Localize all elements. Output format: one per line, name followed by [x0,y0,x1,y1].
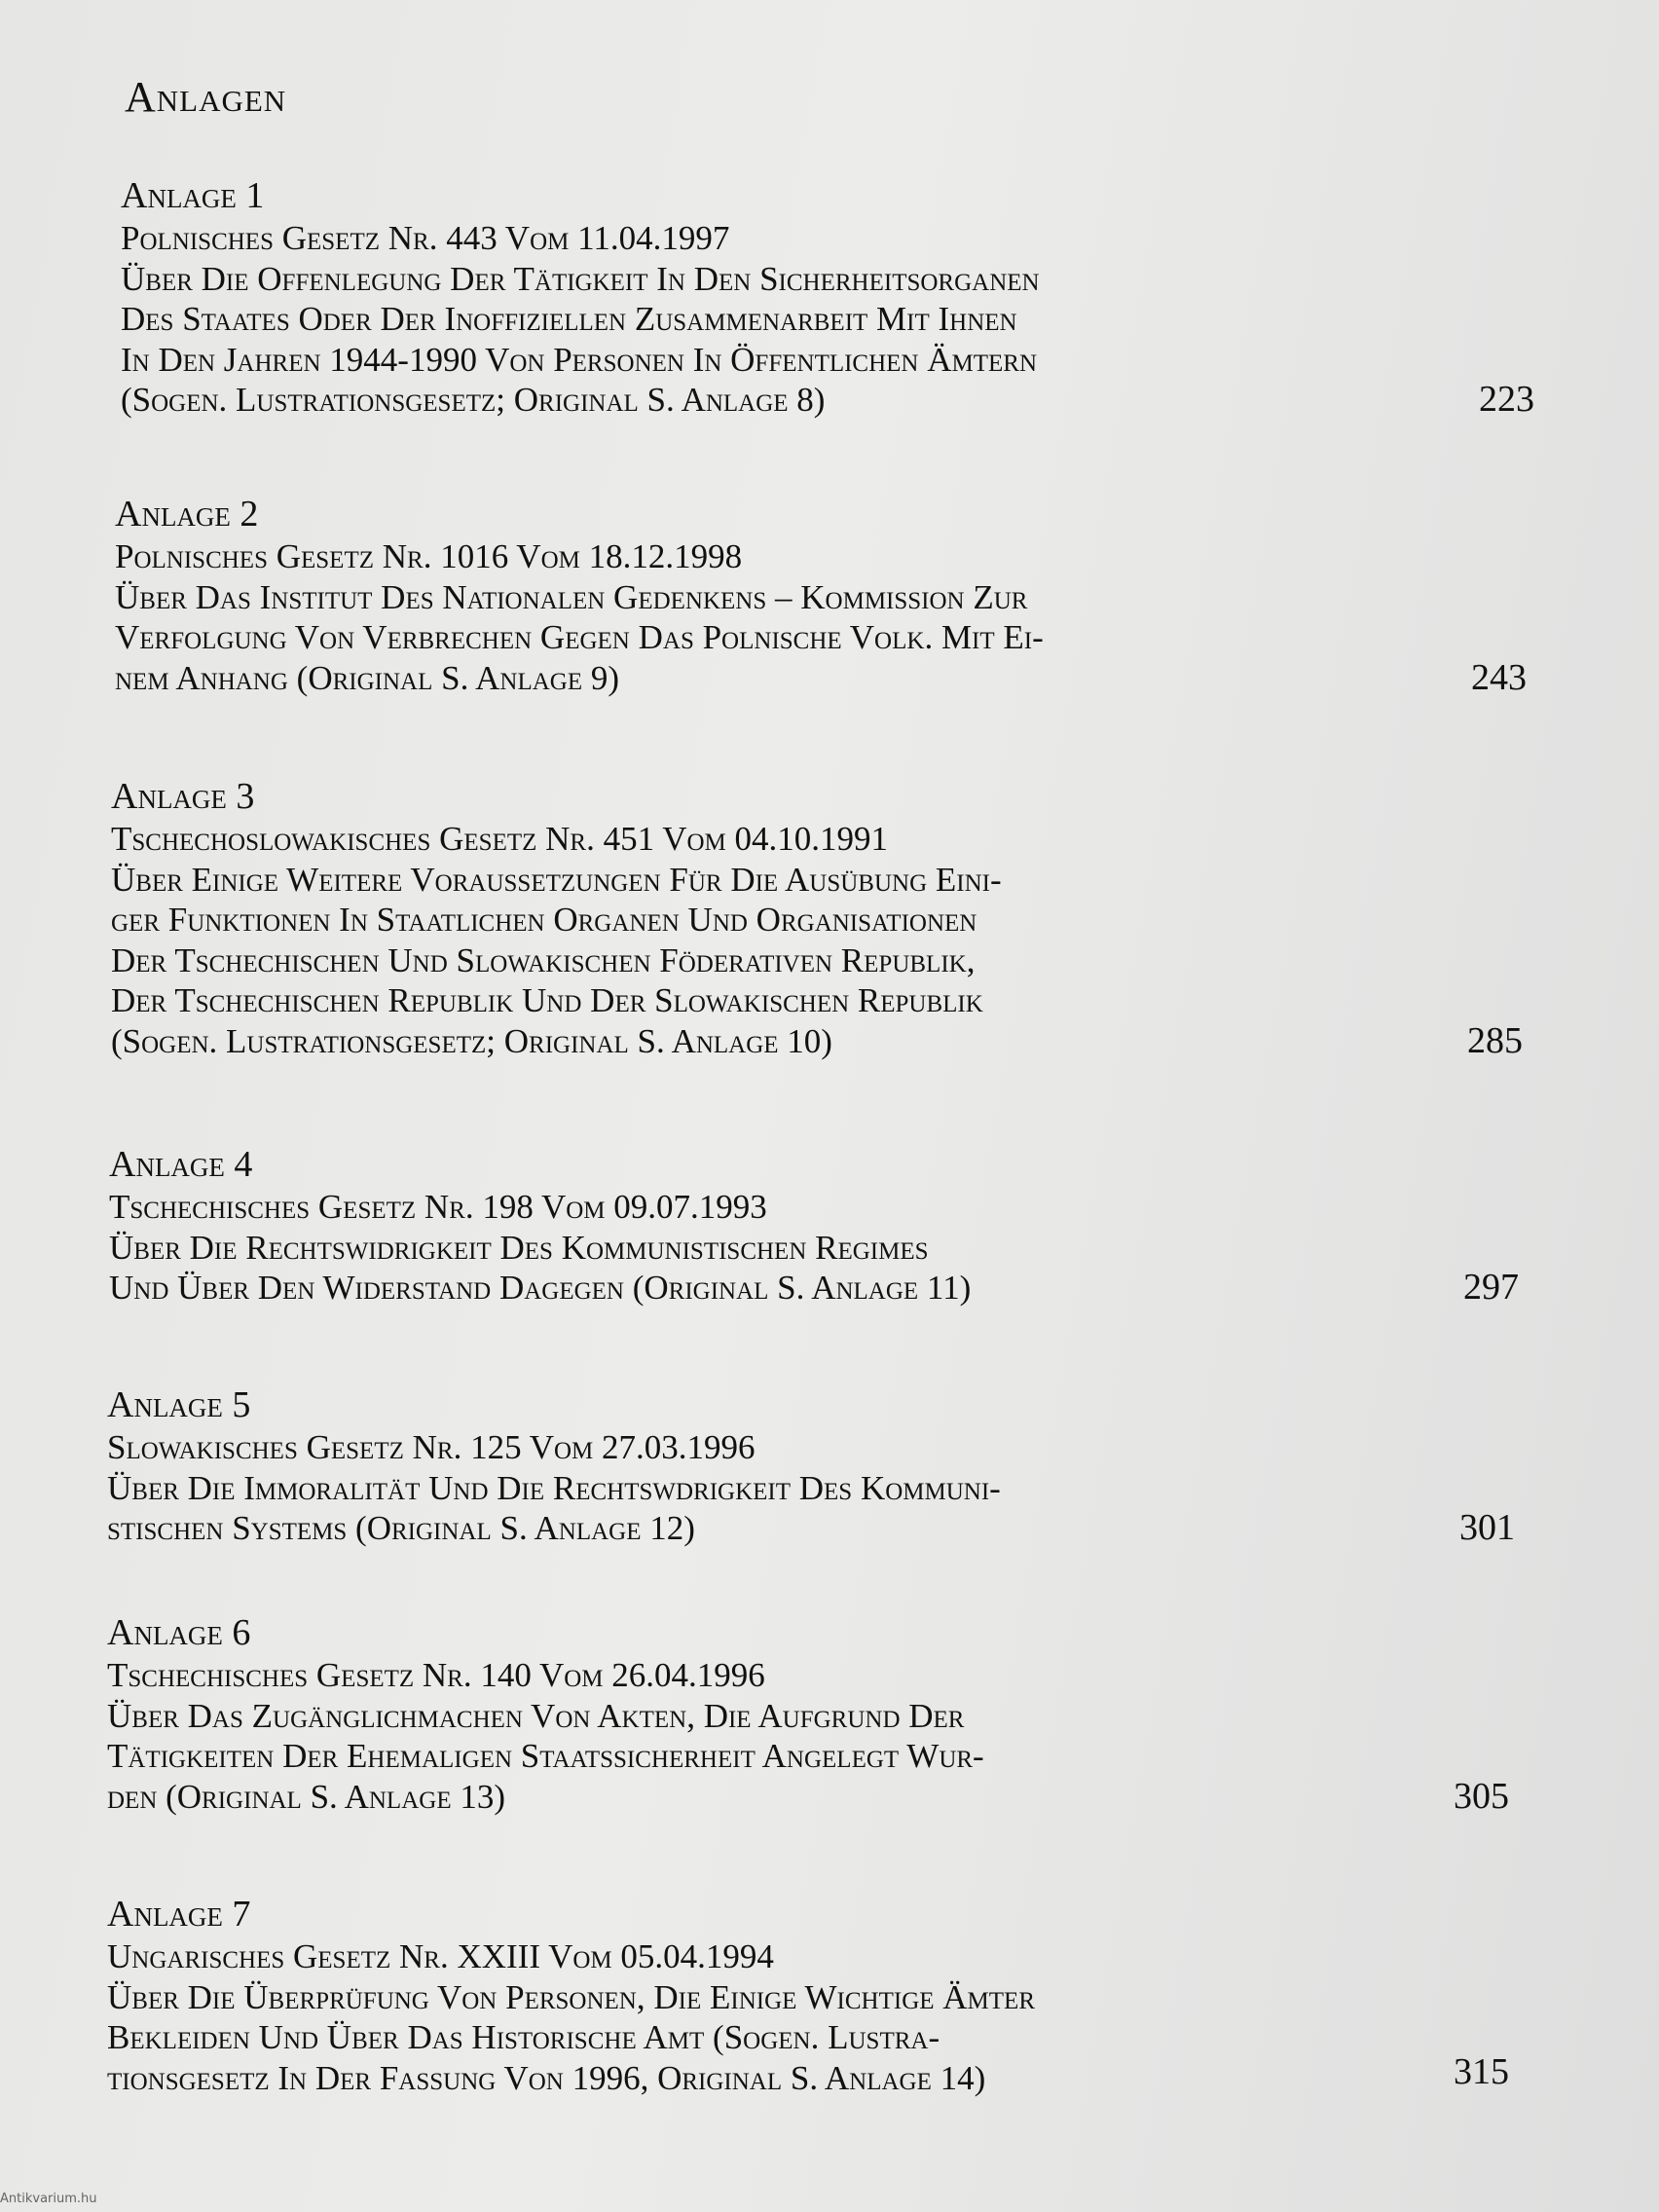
entry-line: Bekleiden Und Über Das Historische Amt (Sogen. Lustra- [107,2018,940,2056]
entry-line: stischen Systems (Original S. Anlage 12) [107,1509,695,1547]
entry-line: In Den Jahren 1944-1990 Von Personen In Öffentlichen Ämtern [121,340,1038,379]
entry-label: Anlage 4 [109,1144,253,1185]
entry-line: Der Tschechischen Und Slowakischen Föderativen Republik, [111,940,976,979]
entry-label: Anlage 1 [121,175,265,216]
page-heading: Anlagen [125,73,287,121]
entry-line: nem Anhang (Original S. Anlage 9) [115,658,620,697]
entry-line: Über Die Rechtswidrigkeit Des Kommunistischen Regimes [109,1228,929,1267]
entry-line: Tschechisches Gesetz Nr. 140 Vom 26.04.1996 [107,1656,765,1694]
entry-line: Und Über Den Widerstand Dagegen (Original S. Anlage 11) [109,1269,972,1307]
entry-line: (Sogen. Lustrationsgesetz; Original S. Anlage 8) [121,381,826,419]
entry-line: Tschechoslowakisches Gesetz Nr. 451 Vom 04.10.1991 [111,820,889,858]
toc-entry-1 [121,173,1532,421]
entry-line: Über Das Institut Des Nationalen Gedenkens – Kommission Zur [115,577,1028,616]
entry-line: Über Die Überprüfung Von Personen, Die Einige Wichtige Ämter [107,1977,1035,2016]
entry-page-number: 243 [1471,656,1527,698]
entry-page-number: 285 [1467,1019,1523,1061]
entry-line: Über Die Immoralität Und Die Rechtswdrigkeit Des Kommuni- [107,1468,1001,1507]
entry-line: Des Staates Oder Der Inoffiziellen Zusammenarbeit Mit Ihnen [121,300,1017,338]
toc-entry-6 [107,1610,1519,1817]
entry-line: Über Die Offenlegung Der Tätigkeit In Den Sicherheitsorganen [121,259,1040,298]
entry-line: Polnisches Gesetz Nr. 1016 Vom 18.12.1998 [115,537,743,575]
entry-page-number: 297 [1463,1267,1519,1308]
toc-entry-3 [111,774,1523,1061]
entry-line: ger Funktionen In Staatlichen Organen Und Organisationen [111,901,977,939]
entry-line: Verfolgung Von Verbrechen Gegen Das Polnische Volk. Mit Ei- [115,618,1044,656]
entry-line: tionsgesetz In Der Fassung Von 1996, Original S. Anlage 14) [107,2058,986,2097]
entry-label: Anlage 5 [107,1384,251,1425]
entry-line: Ungarisches Gesetz Nr. XXIII Vom 05.04.1994 [107,1937,774,1975]
entry-label: Anlage 3 [111,776,255,817]
entry-label: Anlage 6 [107,1612,251,1653]
entry-line: Tätigkeiten Der Ehemaligen Staatssicherheit Angelegt Wur- [107,1737,984,1775]
entry-line: Über Einige Weitere Voraussetzungen Für Die Ausübung Eini- [111,860,1002,899]
entry-page-number: 315 [1454,2050,1509,2092]
toc-entry-5 [107,1382,1519,1549]
toc-entry-7 [107,1892,1519,2098]
entry-line: Polnisches Gesetz Nr. 443 Vom 11.04.1997 [121,219,730,257]
watermark-text: Antikvarium.hu [0,2192,97,2206]
entry-line: Der Tschechischen Republik Und Der Slowakischen Republik [111,981,983,1019]
toc-entry-2 [115,492,1527,698]
toc-entry-4 [109,1142,1521,1309]
entry-page-number: 305 [1454,1775,1509,1817]
entry-page-number: 223 [1479,379,1534,420]
entry-line: den (Original S. Anlage 13) [107,1777,505,1816]
entry-line: Tschechisches Gesetz Nr. 198 Vom 09.07.1993 [109,1188,767,1226]
entry-line: Slowakisches Gesetz Nr. 125 Vom 27.03.1996 [107,1428,756,1466]
entry-line: Über Das Zugänglichmachen Von Akten, Die Aufgrund Der [107,1696,965,1735]
entry-line: (Sogen. Lustrationsgesetz; Original S. Anlage 10) [111,1021,832,1060]
entry-page-number: 301 [1459,1507,1515,1548]
entry-label: Anlage 7 [107,1894,251,1935]
entry-label: Anlage 2 [115,494,259,535]
